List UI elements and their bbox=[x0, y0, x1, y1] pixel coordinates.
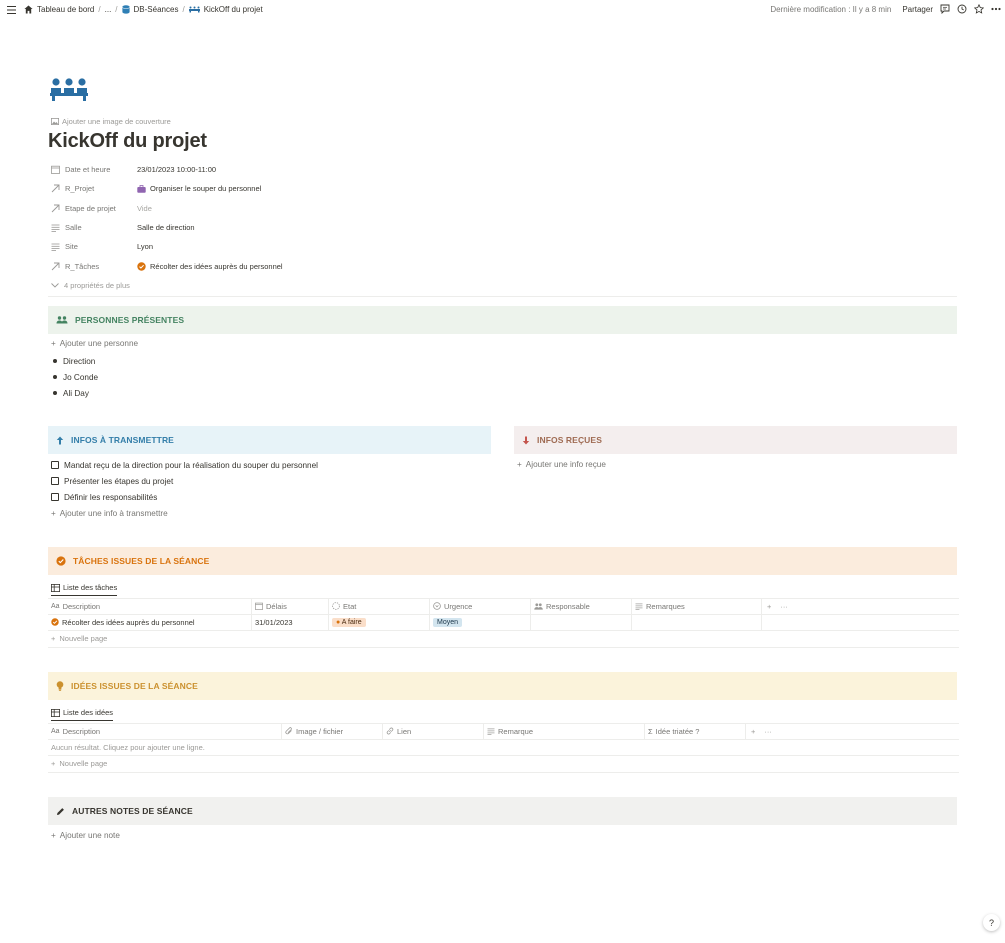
column-header-remarque[interactable] bbox=[484, 724, 645, 739]
bullet-icon bbox=[53, 375, 57, 379]
add-send-info-button[interactable] bbox=[51, 509, 168, 518]
send-title: INFOS À TRANSMETTRE bbox=[71, 435, 174, 445]
add-note-button[interactable] bbox=[51, 831, 120, 840]
todo-text: Mandat reçu de la direction pour la réalisation du souper du personnel bbox=[64, 460, 318, 470]
todo-text: Présenter les étapes du projet bbox=[64, 476, 174, 486]
more-properties-toggle[interactable] bbox=[51, 276, 957, 295]
todo-item[interactable] bbox=[51, 473, 318, 489]
property-etape[interactable] bbox=[51, 199, 957, 218]
breadcrumb-ellipsis[interactable]: ... bbox=[104, 5, 112, 14]
new-page-button[interactable] bbox=[48, 756, 959, 773]
new-page-button[interactable] bbox=[48, 631, 959, 648]
properties-list bbox=[51, 160, 957, 295]
breadcrumb-separator: / bbox=[98, 5, 101, 14]
received-title: INFOS REÇUES bbox=[537, 435, 602, 445]
list-item-text: Direction bbox=[63, 356, 96, 366]
column-label: Urgence bbox=[444, 601, 473, 611]
new-page-label: Nouvelle page bbox=[59, 759, 108, 769]
property-name: Salle bbox=[65, 223, 82, 233]
checkbox[interactable] bbox=[51, 461, 59, 469]
column-header-image[interactable] bbox=[282, 724, 383, 739]
breadcrumb-separator: / bbox=[115, 5, 118, 14]
breadcrumb-separator: / bbox=[182, 5, 185, 14]
database-icon bbox=[122, 5, 130, 14]
column-header-description[interactable] bbox=[48, 724, 282, 739]
received-callout bbox=[514, 426, 957, 454]
list-item[interactable] bbox=[53, 385, 98, 401]
property-date[interactable] bbox=[51, 160, 957, 179]
new-page-label: Nouvelle page bbox=[59, 634, 108, 644]
add-person-label: Ajouter une personne bbox=[59, 339, 139, 348]
property-salle[interactable] bbox=[51, 218, 957, 237]
table-row[interactable] bbox=[48, 615, 959, 632]
image-icon bbox=[51, 118, 59, 125]
formula-sigma-icon: Σ bbox=[648, 726, 653, 736]
status-badge: ● A faire bbox=[332, 618, 366, 627]
add-received-info-button[interactable] bbox=[517, 460, 606, 469]
status-icon bbox=[332, 602, 340, 610]
send-callout bbox=[48, 426, 491, 454]
plus-icon: + bbox=[51, 509, 56, 518]
title-property-icon: Aa bbox=[51, 602, 60, 610]
empty-table-message[interactable] bbox=[48, 740, 959, 757]
column-header-delais[interactable] bbox=[252, 599, 329, 614]
property-value[interactable]: Organiser le souper du personnel bbox=[150, 184, 262, 194]
add-cover-button[interactable] bbox=[51, 117, 171, 126]
calendar-icon bbox=[51, 165, 60, 174]
people-title: PERSONNES PRÉSENTES bbox=[75, 315, 185, 325]
property-site[interactable] bbox=[51, 237, 957, 256]
breadcrumb-dashboard[interactable]: Tableau de bord bbox=[37, 5, 95, 14]
plus-icon: + bbox=[51, 339, 56, 348]
add-column-icon[interactable]: + bbox=[751, 726, 756, 736]
ideas-view-tab[interactable] bbox=[51, 708, 113, 721]
list-item[interactable] bbox=[53, 353, 98, 369]
property-name: Date et heure bbox=[65, 165, 111, 175]
add-person-button[interactable] bbox=[51, 339, 138, 348]
people-callout bbox=[48, 306, 957, 334]
cell-text: Récolter des idées auprès du personnel bbox=[62, 617, 195, 627]
notes-title: AUTRES NOTES DE SÉANCE bbox=[72, 806, 193, 816]
plus-icon: + bbox=[51, 831, 56, 840]
ideas-title: IDÉES ISSUES DE LA SÉANCE bbox=[71, 681, 198, 691]
cell-etat[interactable] bbox=[329, 615, 430, 631]
add-column-icon[interactable]: + bbox=[767, 601, 772, 611]
table-header-row bbox=[48, 723, 959, 740]
column-label: Remarques bbox=[646, 601, 685, 611]
column-more-icon[interactable]: ··· bbox=[764, 726, 772, 736]
tasks-title: TÂCHES ISSUES DE LA SÉANCE bbox=[73, 556, 210, 566]
page-title[interactable]: KickOff du projet bbox=[48, 130, 207, 152]
plus-icon: + bbox=[517, 460, 522, 469]
pencil-icon bbox=[56, 807, 65, 816]
bullet-icon bbox=[53, 359, 57, 363]
ideas-view-label: Liste des idées bbox=[63, 708, 114, 717]
column-actions bbox=[746, 724, 959, 739]
list-item-text: Jo Conde bbox=[63, 372, 99, 382]
lightbulb-icon bbox=[56, 681, 64, 691]
breadcrumb-db-seances[interactable]: DB-Séances bbox=[133, 5, 179, 14]
ideas-table bbox=[48, 723, 959, 773]
property-name: Site bbox=[65, 242, 78, 252]
people-list bbox=[53, 353, 98, 402]
todo-item[interactable] bbox=[51, 489, 318, 505]
tasks-view-label: Liste des tâches bbox=[63, 583, 118, 592]
property-value: 23/01/2023 10:00-11:00 bbox=[137, 165, 217, 175]
table-icon bbox=[51, 709, 60, 717]
person-icon bbox=[534, 603, 543, 610]
table-header-row bbox=[48, 598, 959, 615]
title-property-icon: Aa bbox=[51, 727, 60, 735]
last-edit-text: Dernière modification : Il y a 8 min bbox=[770, 4, 892, 14]
column-label: Idée triatée ? bbox=[655, 726, 700, 736]
breadcrumb bbox=[24, 5, 263, 14]
status-text: A faire bbox=[341, 618, 362, 626]
column-header-lien[interactable] bbox=[383, 724, 484, 739]
briefcase-icon bbox=[137, 185, 146, 193]
tasks-view-tab[interactable] bbox=[51, 583, 117, 596]
cell-urgence[interactable] bbox=[430, 615, 531, 631]
table-icon bbox=[51, 584, 60, 592]
sidebar-menu-icon[interactable] bbox=[7, 6, 16, 14]
column-more-icon[interactable]: ··· bbox=[780, 601, 788, 611]
column-label: Délais bbox=[266, 601, 287, 611]
column-header-responsable[interactable] bbox=[531, 599, 632, 614]
cell-delais[interactable] bbox=[252, 615, 329, 631]
column-label: Remarque bbox=[498, 726, 534, 736]
text-lines-icon bbox=[487, 728, 495, 735]
add-send-info-label: Ajouter une info à transmettre bbox=[59, 509, 168, 518]
history-clock-icon[interactable] bbox=[957, 4, 967, 14]
property-value: Salle de direction bbox=[137, 223, 195, 233]
add-note-label: Ajouter une note bbox=[59, 831, 120, 840]
text-lines-icon bbox=[51, 243, 60, 251]
top-bar bbox=[0, 0, 1005, 22]
more-properties-label: 4 propriétés de plus bbox=[64, 280, 130, 290]
cell-remarques[interactable] bbox=[632, 615, 762, 631]
cell-text: 31/01/2023 bbox=[255, 617, 293, 627]
home-icon bbox=[24, 5, 33, 14]
checkbox[interactable] bbox=[51, 477, 59, 485]
column-label: Description bbox=[62, 601, 101, 611]
chevron-down-icon bbox=[51, 283, 59, 288]
top-bar-actions bbox=[770, 4, 1001, 14]
add-cover-label: Ajouter une image de couverture bbox=[62, 117, 171, 126]
bullet-icon bbox=[53, 391, 57, 395]
property-value[interactable]: Récolter des idées auprès du personnel bbox=[150, 261, 283, 271]
send-todo-list bbox=[51, 457, 318, 506]
column-header-idee-traitee[interactable] bbox=[645, 724, 746, 739]
divider bbox=[48, 296, 957, 297]
tasks-table bbox=[48, 598, 959, 648]
meeting-icon bbox=[189, 6, 200, 13]
property-name: Etape de projet bbox=[65, 203, 116, 213]
arrow-down-icon bbox=[522, 436, 530, 445]
arrow-up-icon bbox=[56, 436, 64, 445]
column-actions bbox=[762, 599, 959, 614]
text-lines-icon bbox=[635, 603, 643, 610]
select-icon bbox=[433, 602, 441, 610]
calendar-icon bbox=[255, 602, 263, 610]
cell-description[interactable] bbox=[48, 615, 252, 631]
favorite-star-icon[interactable] bbox=[974, 4, 984, 14]
column-label: Responsable bbox=[546, 601, 590, 611]
check-circle-icon bbox=[56, 556, 66, 566]
column-label: Etat bbox=[343, 601, 357, 611]
column-header-urgence[interactable] bbox=[430, 599, 531, 614]
column-header-remarques[interactable] bbox=[632, 599, 762, 614]
list-item-text: Ali Day bbox=[63, 388, 89, 398]
column-header-description[interactable] bbox=[48, 599, 252, 614]
notes-callout bbox=[48, 797, 957, 825]
list-item[interactable] bbox=[53, 369, 98, 385]
todo-text: Définir les responsabilités bbox=[64, 492, 158, 502]
check-circle-icon bbox=[51, 618, 59, 626]
share-button[interactable]: Partager bbox=[902, 4, 933, 14]
breadcrumb-current-page[interactable]: KickOff du projet bbox=[203, 5, 263, 14]
plus-icon: + bbox=[51, 634, 56, 644]
paperclip-icon bbox=[285, 727, 293, 735]
property-name: R_Projet bbox=[65, 184, 95, 194]
column-label: Lien bbox=[397, 726, 412, 736]
help-button[interactable]: ? bbox=[983, 914, 1000, 931]
cell-responsable[interactable] bbox=[531, 615, 632, 631]
checkbox[interactable] bbox=[51, 493, 59, 501]
todo-item[interactable] bbox=[51, 457, 318, 473]
add-received-info-label: Ajouter une info reçue bbox=[525, 460, 606, 469]
urgency-badge: Moyen bbox=[433, 618, 462, 627]
more-options-icon[interactable] bbox=[991, 7, 1001, 11]
relation-arrow-icon bbox=[51, 184, 60, 193]
property-r-taches[interactable] bbox=[51, 256, 957, 275]
column-label: Image / fichier bbox=[296, 726, 344, 736]
ideas-callout bbox=[48, 672, 957, 700]
property-value-empty: Vide bbox=[137, 203, 152, 213]
empty-text: Aucun résultat. Cliquez pour ajouter une ligne. bbox=[51, 742, 205, 752]
page-meeting-icon[interactable] bbox=[50, 78, 90, 102]
column-label: Description bbox=[62, 726, 101, 736]
comments-icon[interactable] bbox=[940, 4, 950, 14]
people-icon bbox=[56, 316, 68, 324]
text-lines-icon bbox=[51, 224, 60, 232]
property-value: Lyon bbox=[137, 242, 153, 252]
property-r-projet[interactable] bbox=[51, 179, 957, 198]
tasks-callout bbox=[48, 547, 957, 575]
relation-arrow-icon bbox=[51, 204, 60, 213]
property-name: R_Tâches bbox=[65, 261, 100, 271]
check-circle-icon bbox=[137, 262, 146, 271]
link-icon bbox=[386, 727, 394, 735]
plus-icon: + bbox=[51, 759, 56, 769]
cell-empty bbox=[762, 615, 959, 631]
relation-arrow-icon bbox=[51, 262, 60, 271]
column-header-etat[interactable] bbox=[329, 599, 430, 614]
